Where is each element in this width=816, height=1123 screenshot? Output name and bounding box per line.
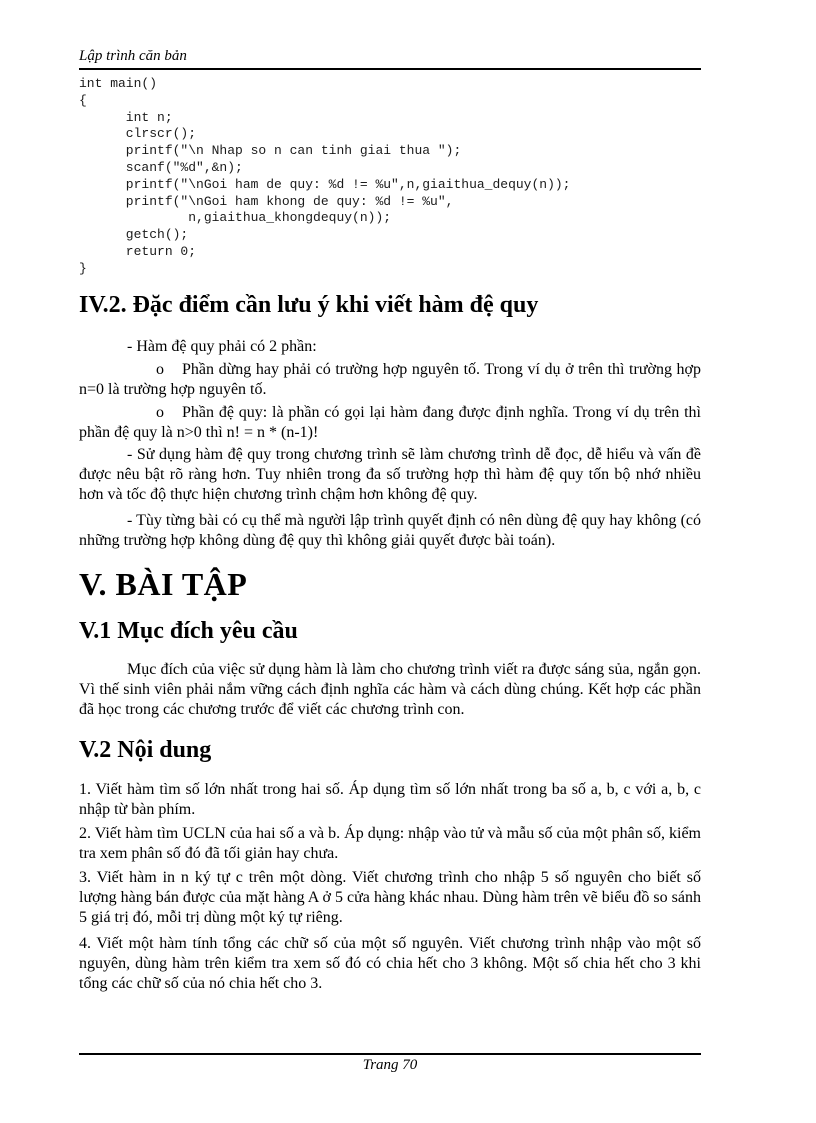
bullet-marker: o (156, 361, 164, 378)
footer-divider (79, 1053, 701, 1055)
code-line: scanf("%d",&n); (79, 159, 243, 175)
page-number: Trang 70 (362, 1057, 418, 1073)
code-line: printf("\nGoi ham de quy: %d != %u",n,giaithua_dequy(n)); (79, 176, 571, 192)
section-heading-iv2: IV.2. Đặc điểm cần lưu ý khi viết hàm đệ quy (79, 292, 539, 318)
code-line: printf("\n Nhap so n can tinh giai thua "); (79, 143, 462, 159)
code-line: { (79, 92, 87, 108)
code-line: getch(); (79, 227, 189, 243)
bullet-marker: o (156, 404, 164, 421)
code-line: n,giaithua_khongdequy(n)); (79, 210, 392, 226)
bullet-text: Phần đệ quy: là phần có gọi lại hàm đang được định nghĩa. Trong ví dụ trên thì phần đệ quy là n>0 thì n! = n * (n-1)! (79, 404, 701, 441)
paragraph: - Tùy từng bài có cụ thể mà người lập trình quyết định có nên dùng đệ quy hay không (có những trường hợp không dùng đệ quy thì không giải quyết được bài toán). (79, 512, 701, 549)
code-line: int main() (79, 76, 158, 91)
chapter-heading-v: V. BÀI TẬP (79, 566, 248, 602)
exercise-item: 2. Viết hàm tìm UCLN của hai số a và b. Áp dụng: nhập vào tử và mẫu số của một phân số, kiểm tra xem phân số đó đã tối giản hay chưa. (79, 825, 701, 862)
code-line: int n; (79, 109, 173, 125)
section-heading-v1: V.1 Mục đích yêu cầu (79, 618, 298, 644)
code-line: printf("\nGoi ham khong de quy: %d != %u", (79, 193, 454, 209)
section-heading-v2: V.2 Nội dung (79, 737, 212, 763)
exercise-item: 1. Viết hàm tìm số lớn nhất trong hai số. Áp dụng tìm số lớn nhất trong ba số a, b, c với a, b, c nhập từ bàn phím. (79, 781, 701, 818)
recursion-intro: - Hàm đệ quy phải có 2 phần: (127, 338, 317, 355)
header-divider (79, 68, 701, 70)
paragraph: - Sử dụng hàm đệ quy trong chương trình sẽ làm chương trình dễ đọc, dễ hiểu và vấn đề được nêu bật rõ ràng hơn. Tuy nhiên trong đa số trường hợp thì hàm đệ quy tốn bộ nhớ nhiều hơn và tốc độ thực hiện chương trình chậm hơn không đệ quy. (79, 446, 701, 503)
exercise-item: 4. Viết một hàm tính tổng các chữ số của một số nguyên. Viết chương trình nhập vào một số nguyên, dùng hàm trên kiểm tra xem số đó có chia hết cho 3 không. Một số chia hết cho 3 khi tổng các chữ số của nó chia hết cho 3. (79, 935, 701, 992)
bullet-item (79, 360, 701, 400)
code-block (79, 76, 570, 278)
bullet-text: Phần dừng hay phải có trường hợp nguyên tố. Trong ví dụ ở trên thì trường hợp n=0 là trường hợp nguyên tố. (79, 361, 701, 398)
code-line: return 0; (79, 243, 197, 259)
bullet-item (79, 403, 701, 443)
running-header: Lập trình căn bản (79, 48, 187, 64)
code-line: clrscr(); (79, 126, 197, 142)
exercise-item: 3. Viết hàm in n ký tự c trên một dòng. Viết chương trình cho nhập 5 số nguyên cho biết số lượng hàng bán được của mặt hàng A ở 5 cửa hàng khác nhau. Dùng hàm trên vẽ biểu đồ so sánh 5 giá trị đó, mỗi trị dùng một ký tự riêng. (79, 869, 701, 926)
paragraph: Mục đích của việc sử dụng hàm là làm cho chương trình viết ra được sáng sủa, ngắn gọn. Vì thế sinh viên phải nắm vững cách định nghĩa các hàm và cách dùng chúng. Kết hợp các phần đã học trong các chương trước để viết các chương trình con. (79, 661, 701, 718)
code-line: } (79, 260, 87, 276)
